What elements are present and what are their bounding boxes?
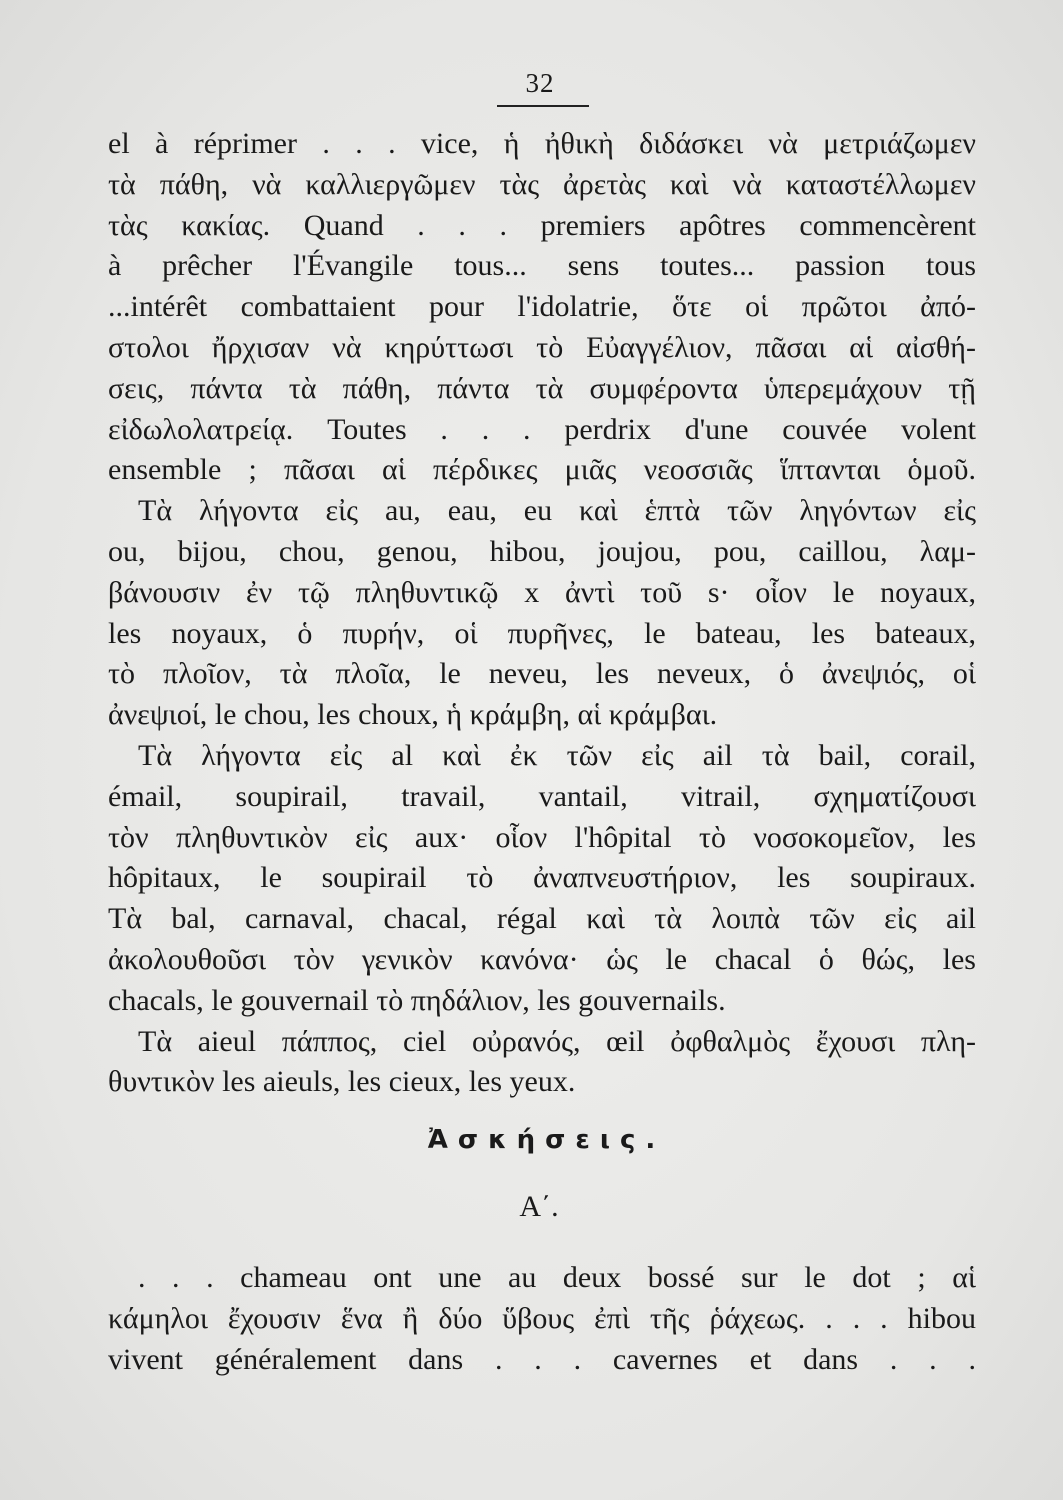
text-line: στολοι ἤρχισαν νὰ κηρύττωσι τὸ Εὐαγγέλιον, πᾶσαι αἱ αἰσθή- (108, 330, 976, 364)
exercise-line: κάμηλοι ἔχουσιν ἕνα ἢ δύο ὕβους ἐπὶ τῆς ῥάχεως. . . . hibou (108, 1301, 976, 1335)
text-line: τὰς κακίας. Quand . . . premiers apôtres commencèrent (108, 208, 976, 242)
text-line: ἀκολουθοῦσι τὸν γενικὸν κανόνα· ὡς le chacal ὁ θώς, les (108, 942, 976, 976)
text-line: σεις, πάντα τὰ πάθη, πάντα τὰ συμφέροντα ὑπερεμάχουν τῇ (108, 371, 976, 405)
exercise-line: vivent généralement dans . . . cavernes et dans . . . (108, 1342, 976, 1376)
text-line: βάνουσιν ἐν τῷ πληθυντικῷ x ἀντὶ τοῦ s· οἷον le noyaux, (108, 575, 976, 609)
text-line: ensemble ; πᾶσαι αἱ πέρδικες μιᾶς νεοσσιᾶς ἵπτανται ὁμοῦ. (108, 453, 976, 487)
text-line: θυντικὸν les aieuls, les cieux, les yeux. (108, 1065, 576, 1099)
text-line: τὸν πληθυντικὸν εἰς aux· οἷον l'hôpital τὸ νοσοκομεῖον, les (108, 820, 976, 854)
text-line: el à réprimer . . . vice, ἡ ἠθικὴ διδάσκει νὰ μετριάζωμεν (108, 127, 976, 160)
text-line: εἰδωλολατρείᾳ. Toutes . . . perdrix d'une couvée volent (108, 412, 976, 446)
text-line: Τὰ λήγοντα εἰς au, eau, eu καὶ ἑπτὰ τῶν ληγόντων εἰς (138, 494, 976, 528)
text-line: Τὰ bal, carnaval, chacal, régal καὶ τὰ λοιπὰ τῶν εἰς ail (108, 902, 976, 936)
page-number: 32 (525, 68, 555, 98)
main-text (108, 124, 976, 1103)
section-heading: Ἀσκήσεις. (427, 1125, 666, 1155)
text-line: hôpitaux, le soupirail τὸ ἀναπνευστήριον, les soupiraux. (108, 861, 976, 895)
text-line: ἀνεψιοί, le chou, les choux, ἡ κράμβη, αἱ κράμβαι. (108, 698, 718, 732)
text-line: Τὰ aieul πάππος, ciel οὐρανός, œil ὀφθαλμὸς ἔχουσι πλη- (138, 1024, 976, 1058)
text-line: ou, bijou, chou, genou, hibou, joujou, pou, caillou, λαμ- (108, 534, 976, 568)
text-line: τὸ πλοῖον, τὰ πλοῖα, le neveu, les neveux, ὁ ἀνεψιός, οἱ (108, 657, 976, 691)
text-line: à prêcher l'Évangile tous... sens toutes... passion tous (108, 249, 976, 283)
exercise-line: . . . chameau ont une au deux bossé sur le dot ; αἱ (138, 1261, 976, 1294)
text-line: chacals, le gouvernail τὸ πηδάλιον, les gouvernails. (108, 983, 726, 1017)
text-line: les noyaux, ὁ πυρήν, οἱ πυρῆνες, le bateau, les bateaux, (108, 616, 976, 650)
exercise-number: Α΄. (519, 1190, 559, 1223)
text-line: émail, soupirail, travail, vantail, vitrail, σχηματίζουσι (108, 779, 976, 813)
text-line: τὰ πάθη, νὰ καλλιεργῶμεν τὰς ἀρετὰς καὶ νὰ καταστέλλωμεν (108, 167, 976, 201)
exercise-text (108, 1258, 976, 1380)
text-line: ...intérêt combattaient pour l'idolatrie, ὅτε οἱ πρῶτοι ἀπό- (108, 290, 976, 324)
page-number-rule (497, 105, 589, 107)
text-line: Τὰ λήγοντα εἰς al καὶ ἐκ τῶν εἰς ail τὰ bail, corail, (138, 738, 976, 772)
